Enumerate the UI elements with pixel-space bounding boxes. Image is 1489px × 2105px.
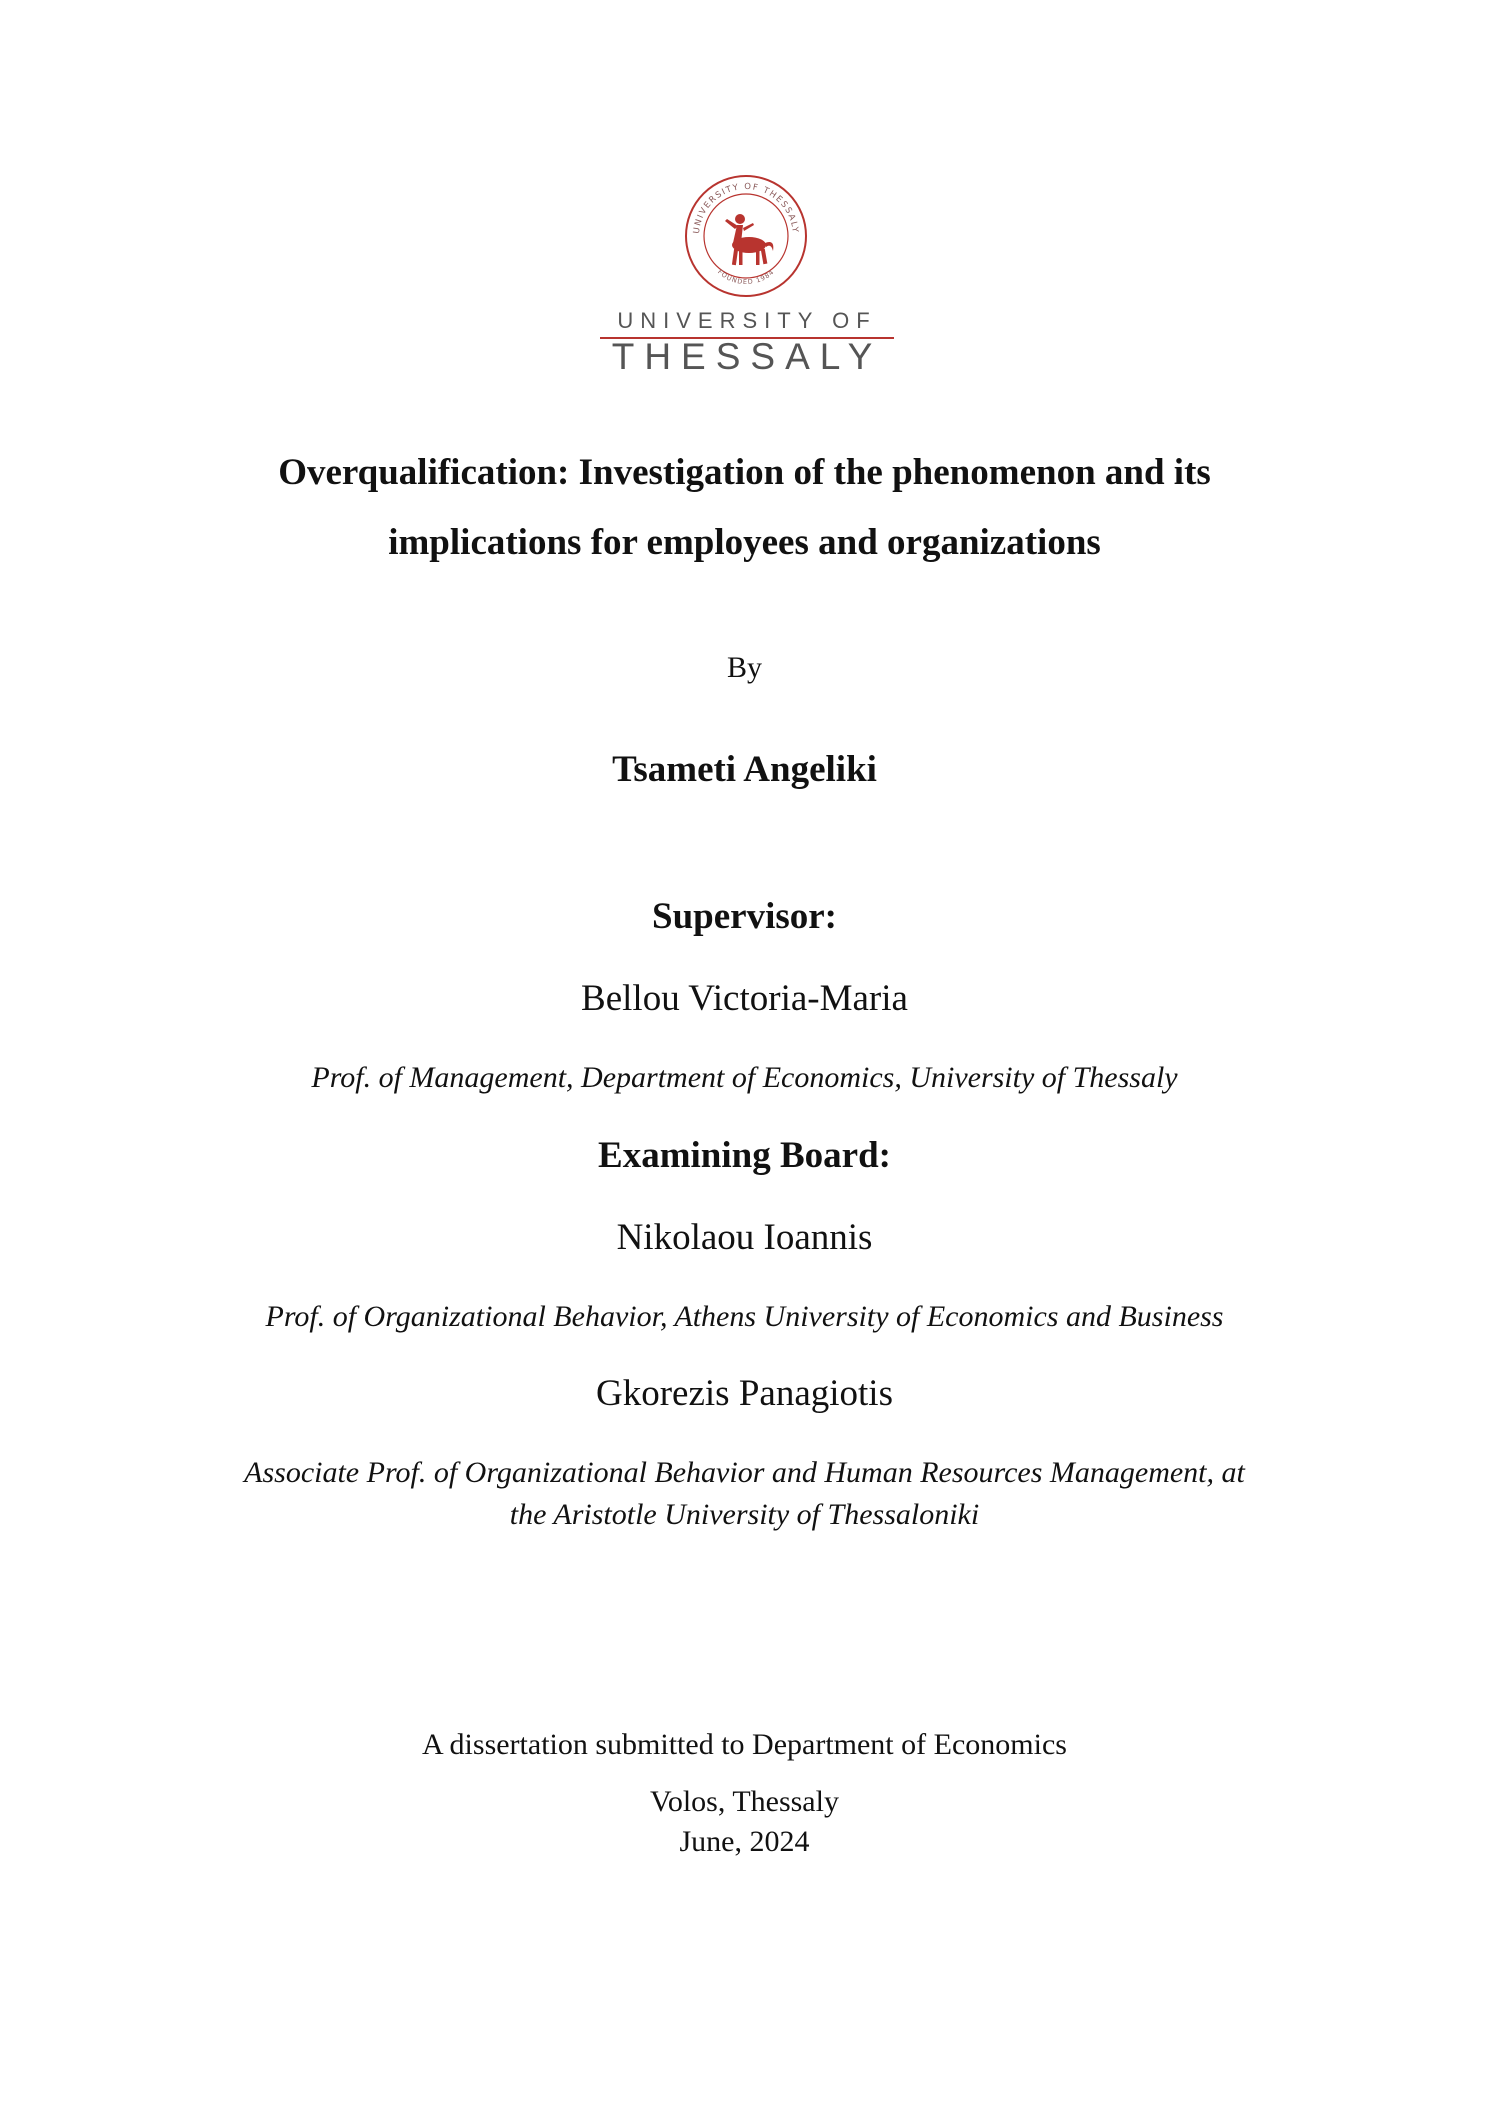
centaur-icon [725, 214, 773, 265]
supervisor-name: Bellou Victoria-Maria [581, 978, 908, 1019]
university-seal-icon [683, 173, 809, 299]
author-name: Tsameti Angeliki [612, 749, 877, 790]
submission-statement: A dissertation submitted to Department of Economics [422, 1728, 1067, 1761]
board-member-name: Gkorezis Panagiotis [596, 1373, 893, 1414]
submission-date: June, 2024 [679, 1825, 810, 1858]
board-member-affiliation: the Aristotle University of Thessaloniki [509, 1498, 980, 1531]
submission-place: Volos, Thessaly [650, 1785, 839, 1818]
examining-board-heading: Examining Board: [598, 1135, 891, 1176]
board-member-name: Nikolaou Ioannis [616, 1217, 873, 1258]
board-member-affiliation: Prof. of Organizational Behavior, Athens University of Economics and Business [265, 1300, 1224, 1333]
svg-text:UNIVERSITY OF THESSALY: UNIVERSITY OF THESSALY [691, 181, 801, 235]
document-title-line1: Overqualification: Investigation of the phenomenon and its [278, 452, 1211, 493]
wordmark-line1: UNIVERSITY OF [617, 308, 877, 333]
svg-text:FOUNDED 1984: FOUNDED 1984 [716, 267, 776, 287]
board-member-affiliation: Associate Prof. of Organizational Behavior and Human Resources Management, at [244, 1456, 1245, 1489]
by-label: By [726, 651, 762, 684]
document-title-line2: implications for employees and organizations [388, 522, 1101, 563]
supervisor-heading: Supervisor: [652, 896, 837, 937]
supervisor-affiliation: Prof. of Management, Department of Economics, University of Thessaly [311, 1061, 1178, 1094]
wordmark-line2: THESSALY [611, 336, 883, 377]
